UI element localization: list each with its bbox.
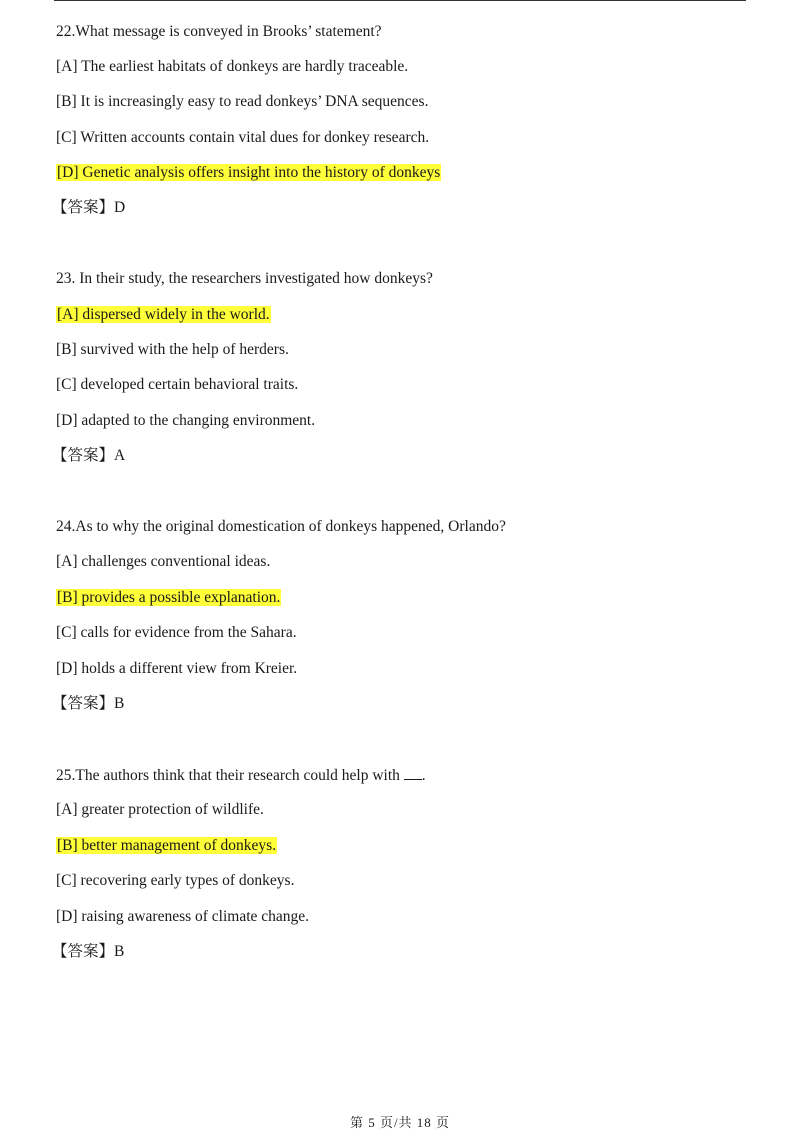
question-stem: 23. In their study, the researchers investigated how donkeys?: [56, 270, 433, 287]
option-a: [A] challenges conventional ideas.: [56, 553, 271, 570]
option-b-highlighted: [B] better management of donkeys.: [57, 837, 277, 854]
answer-blank: [404, 765, 422, 780]
answer-label: 【答案】D: [52, 199, 126, 216]
option-c: [C] Written accounts contain vital dues for donkey research.: [56, 129, 430, 146]
answer-label: 【答案】A: [52, 447, 126, 464]
option-b: [B] It is increasingly easy to read donkeys’ DNA sequences.: [56, 93, 429, 110]
top-rule: [54, 0, 746, 1]
question-stem: 24.As to why the original domestication of donkeys happened, Orlando?: [56, 518, 506, 535]
option-a: [A] greater protection of wildlife.: [56, 801, 264, 818]
page-footer: 第 5 页/共 18 页: [349, 1115, 451, 1130]
answer-label: 【答案】B: [52, 943, 125, 960]
option-b-highlighted: [B] provides a possible explanation.: [57, 589, 281, 606]
question-stem: [56, 765, 426, 786]
option-d: [D] adapted to the changing environment.: [56, 412, 316, 429]
option-d: [D] raising awareness of climate change.: [56, 908, 310, 925]
question-stem: 22.What message is conveyed in Brooks’ statement?: [56, 23, 382, 40]
option-c: [C] calls for evidence from the Sahara.: [56, 624, 297, 641]
option-b: [B] survived with the help of herders.: [56, 341, 289, 358]
question-stem-end: .: [421, 767, 426, 784]
option-c: [C] recovering early types of donkeys.: [56, 872, 295, 889]
option-a-highlighted: [A] dispersed widely in the world.: [57, 306, 270, 323]
answer-label: 【答案】B: [52, 695, 125, 712]
option-c: [C] developed certain behavioral traits.: [56, 376, 299, 393]
option-a: [A] The earliest habitats of donkeys are hardly traceable.: [56, 58, 409, 75]
question-stem-text: 25.The authors think that their research could help with: [56, 767, 400, 784]
option-d-highlighted: [D] Genetic analysis offers insight into the history of donkeys: [57, 164, 441, 181]
option-d: [D] holds a different view from Kreier.: [56, 660, 298, 677]
